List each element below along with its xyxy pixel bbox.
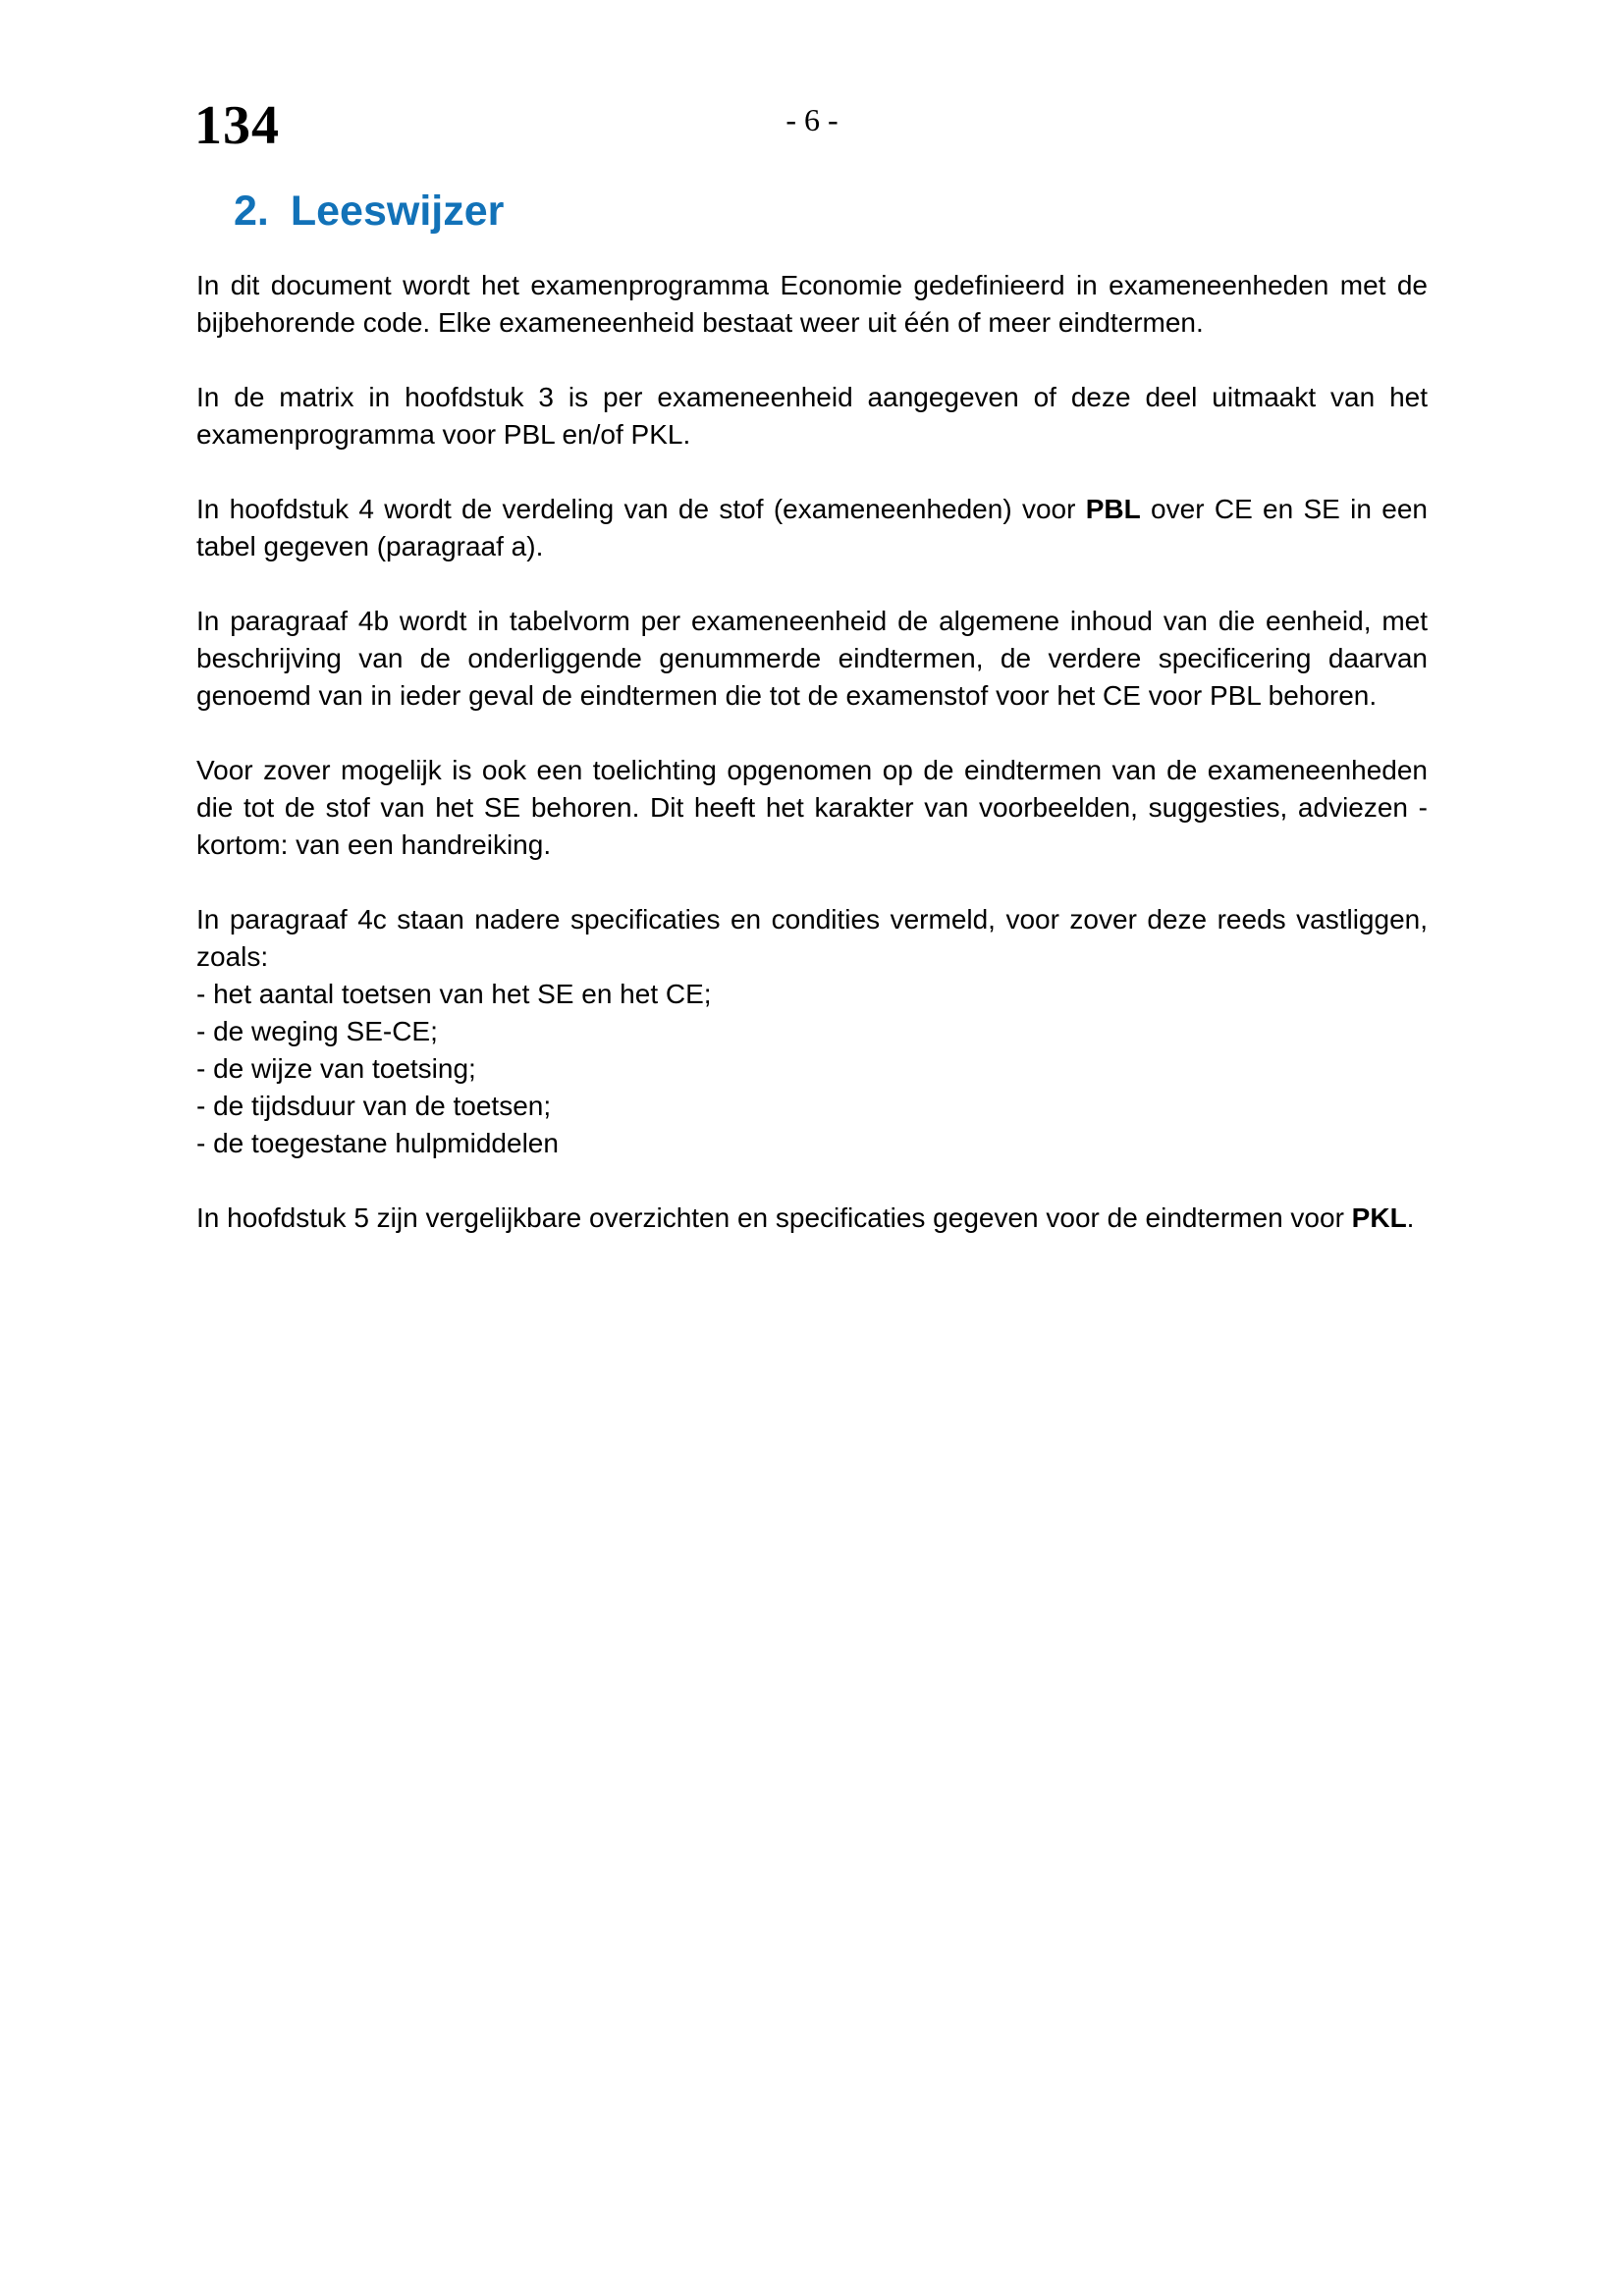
text-block — [196, 1200, 1428, 1237]
paragraph — [196, 491, 1428, 565]
paragraph — [196, 752, 1428, 864]
text-segment: In hoofdstuk 4 wordt de verdeling van de stof (exameneenheden) voor — [196, 494, 1086, 524]
bold-text: PKL — [1351, 1202, 1407, 1233]
list-item: - de toegestane hulpmiddelen — [196, 1128, 559, 1158]
text-segment: . — [1406, 1202, 1415, 1233]
heading-number: 2. — [234, 187, 269, 235]
list-item: - het aantal toetsen van het SE en het CE; — [196, 979, 712, 1009]
list-item: - de wijze van toetsing; — [196, 1053, 476, 1084]
text-segment: over CE en SE in een tabel gegeven (paragraaf a). — [196, 494, 1428, 561]
page-number: 134 — [194, 95, 280, 156]
text-block — [196, 603, 1428, 715]
text-block — [196, 267, 1428, 342]
text-segment: In de matrix in hoofdstuk 3 is per exameneenheid aangegeven of deze deel uitmaakt van het examenprogramma voor PBL en/of PKL. — [196, 382, 1428, 450]
section-heading — [234, 188, 504, 235]
text-segment: In paragraaf 4c staan nadere specificaties en condities vermeld, voor zover deze reeds vastliggen, zoals: — [196, 904, 1428, 972]
text-segment: Voor zover mogelijk is ook een toelichting opgenomen op de eindtermen van de exameneenheden die tot de stof van het SE behoren. Dit heeft het karakter van voorbeelden, suggesties, adviezen - kortom: van een handreiking. — [196, 755, 1428, 860]
paragraph — [196, 901, 1428, 976]
text-block — [196, 379, 1428, 454]
bold-text: PBL — [1085, 494, 1141, 524]
text-block — [196, 901, 1428, 1162]
text-block — [196, 752, 1428, 864]
list-item: - de tijdsduur van de toetsen; — [196, 1091, 552, 1121]
paragraph — [196, 379, 1428, 454]
heading-title: Leeswijzer — [290, 187, 505, 235]
list-item: - de weging SE-CE; — [196, 1016, 438, 1046]
paragraph — [196, 267, 1428, 342]
text-segment: In hoofdstuk 5 zijn vergelijkbare overzichten en specificaties gegeven voor de eindtermen voor — [196, 1202, 1352, 1233]
text-segment: In dit document wordt het examenprogramma Economie gedefinieerd in exameneenheden met de bijbehorende code. Elke exameneenheid bestaat weer uit één of meer eindtermen. — [196, 270, 1428, 338]
document-body — [196, 267, 1428, 1274]
text-block — [196, 491, 1428, 565]
paragraph — [196, 1200, 1428, 1237]
text-segment: In paragraaf 4b wordt in tabelvorm per exameneenheid de algemene inhoud van die eenheid, met beschrijving van de onderliggende genummerde eindtermen, de verdere specificering daarvan genoemd van in ieder geval de eindtermen die tot de examenstof voor het CE voor PBL behoren. — [196, 606, 1428, 711]
paragraph — [196, 603, 1428, 715]
page-header-number: - 6 - — [785, 102, 839, 137]
